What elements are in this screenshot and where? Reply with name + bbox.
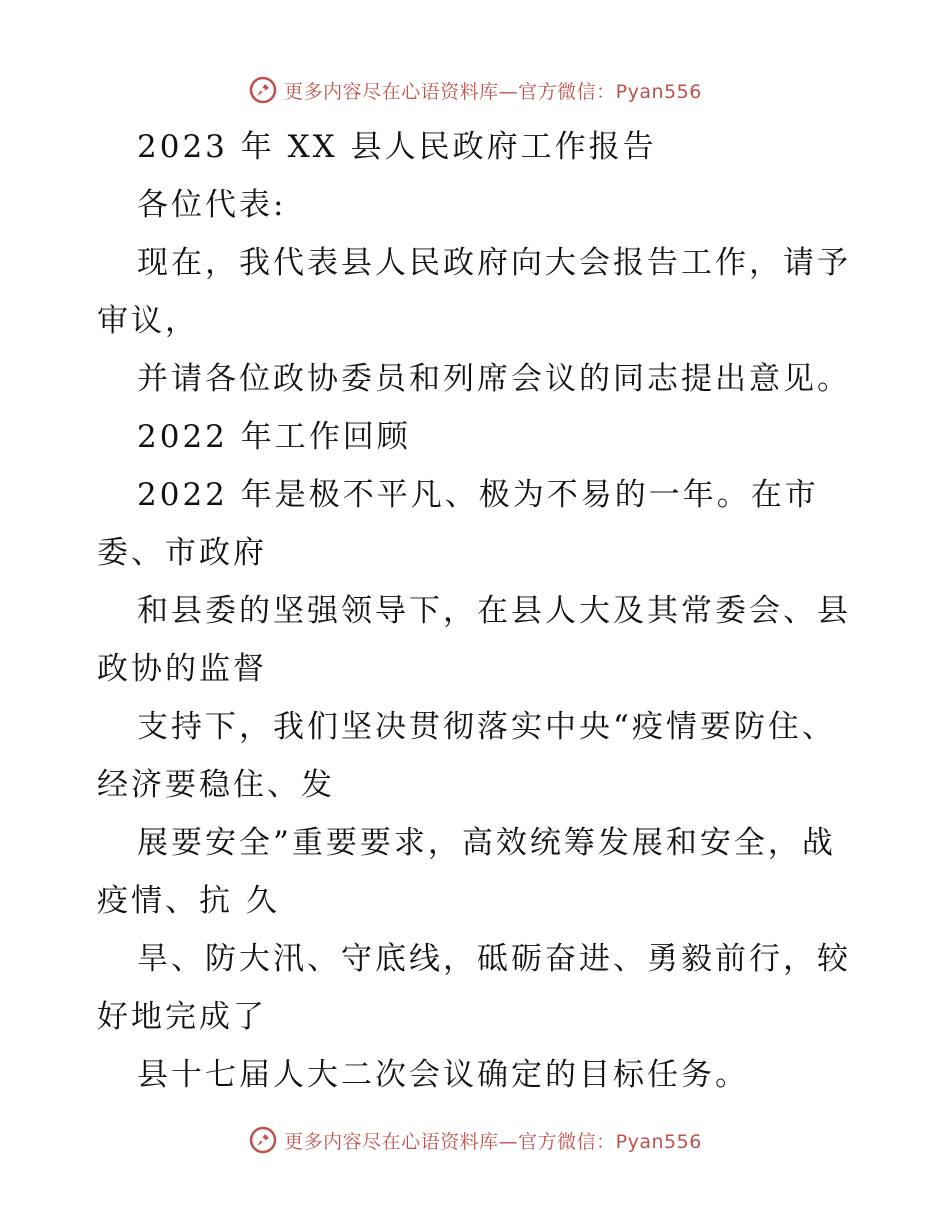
document-body <box>97 118 867 1104</box>
paragraph: 和县委的坚强领导下，在县人大及其常委会、县政协的监督 <box>97 593 851 687</box>
salutation: 各位代表: <box>137 187 287 223</box>
pen-nib-logo-icon <box>248 75 278 105</box>
watermark-text: 更多内容尽在心语资料库—官方微信：Pyan556 <box>284 80 702 103</box>
paragraph: 旱、防大汛、守底线，砥砺奋进、勇毅前行，较好地完成了 <box>97 941 851 1035</box>
pen-nib-logo-icon <box>248 1125 278 1155</box>
paragraph: 展要安全”重要要求，高效统筹发展和安全，战疫情、抗 久 <box>97 825 836 919</box>
watermark-text: 更多内容尽在心语资料库—官方微信：Pyan556 <box>284 1130 702 1153</box>
paragraph: 现在，我代表县人民政府向大会报告工作，请予审议， <box>97 245 851 339</box>
section-heading: 2022 年工作回顾 <box>137 419 411 455</box>
paragraph: 并请各位政协委员和列席会议的同志提出意见。 <box>137 361 851 397</box>
paragraph: 支持下，我们坚决贯彻落实中央“疫情要防住、经济要稳住、发 <box>97 709 836 803</box>
paragraph: 县十七届人大二次会议确定的目标任务。 <box>137 1057 749 1093</box>
document-title: 2023 年 XX 县人民政府工作报告 <box>137 129 657 165</box>
paragraph: 2022 年是极不平凡、极为不易的一年。在市委、市政府 <box>97 477 819 571</box>
header-watermark-banner <box>0 72 950 108</box>
footer-watermark-banner <box>0 1122 950 1158</box>
